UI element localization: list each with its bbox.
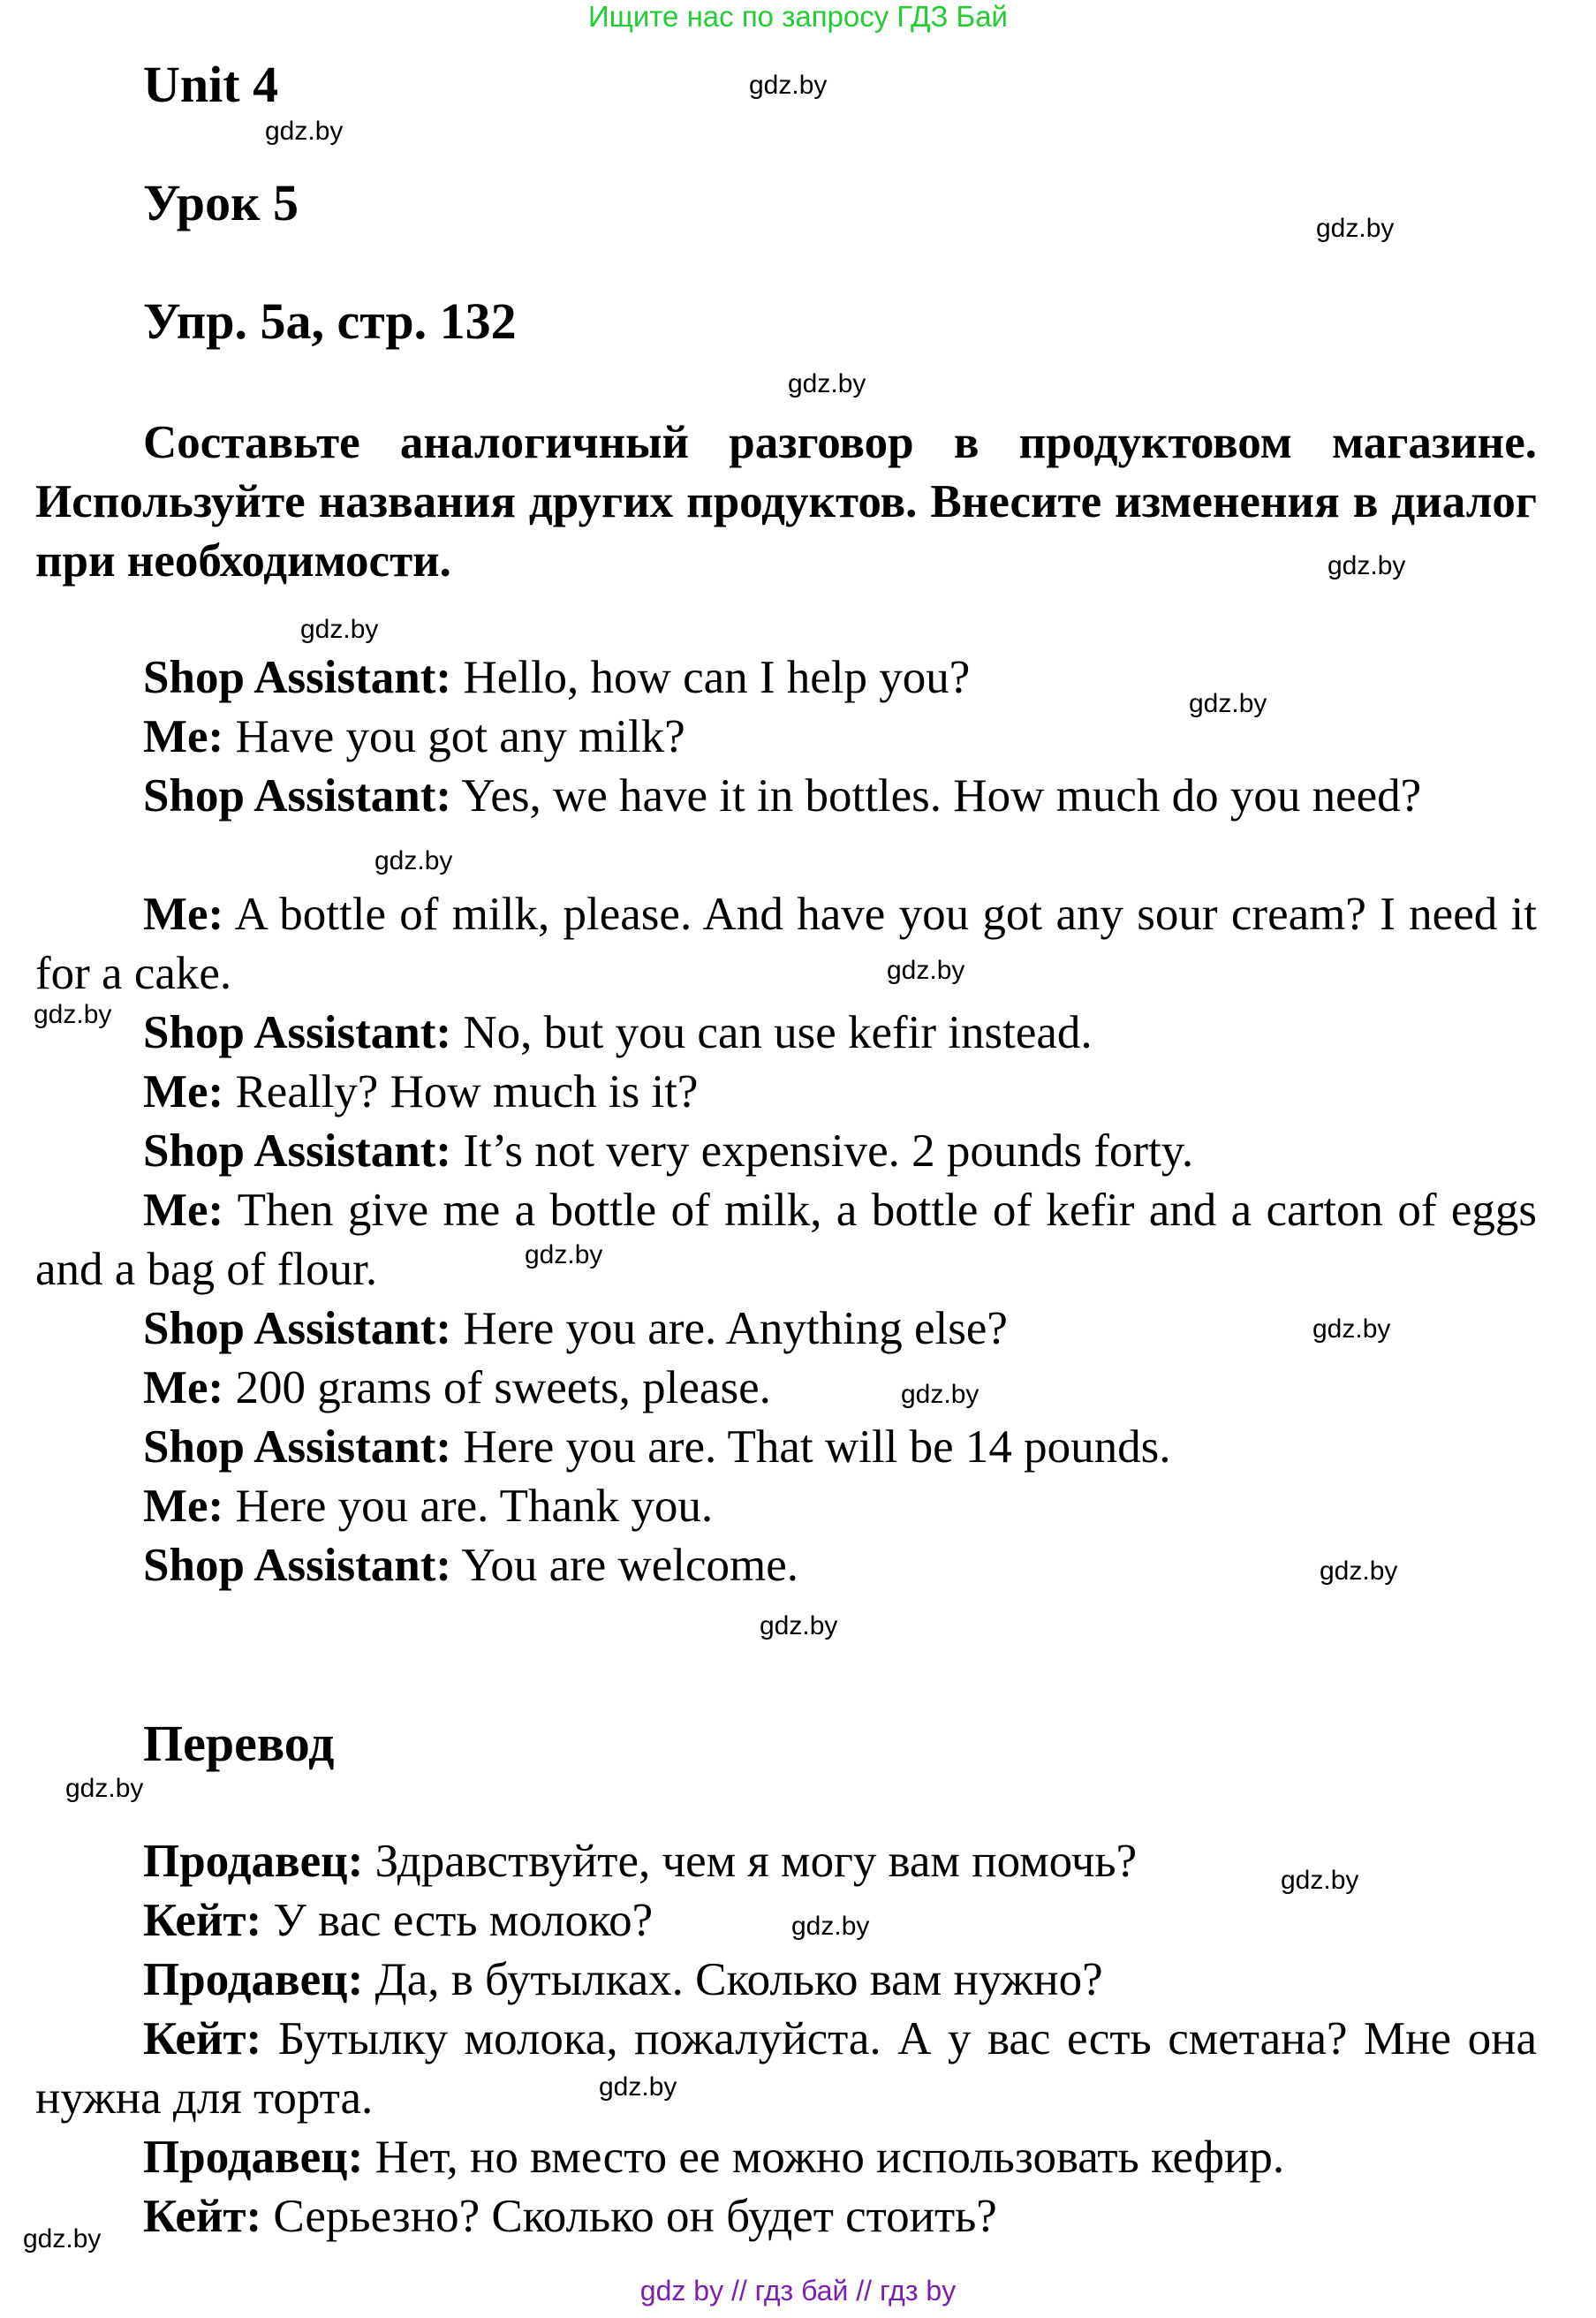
dialogue-line	[35, 885, 1537, 1004]
unit-title: Unit 4	[143, 56, 279, 113]
watermark: gdz.by	[1189, 689, 1267, 718]
line-text: No, but you can use kefir instead.	[451, 1007, 1093, 1058]
line-text: У вас есть молоко?	[261, 1895, 654, 1946]
dialogue-line	[35, 1359, 1537, 1418]
dialogue-line	[35, 767, 1537, 826]
line-text: You are welcome.	[451, 1540, 799, 1591]
speaker-label: Кейт:	[143, 2191, 262, 2242]
watermark: gdz.by	[23, 2224, 102, 2254]
dialogue-line	[35, 648, 1537, 708]
speaker-label: Продавец:	[143, 2132, 364, 2183]
exercise-title: Упр. 5а, стр. 132	[143, 292, 517, 350]
watermark: gdz.by	[374, 846, 453, 875]
line-text: 200 grams of sweets, please.	[223, 1362, 771, 1413]
translation-line	[35, 1951, 1537, 2010]
line-text: Here you are. That will be 14 pounds.	[451, 1421, 1171, 1473]
line-text: Да, в бутылках. Сколько вам нужно?	[363, 1954, 1103, 2005]
translation-line	[35, 2187, 1537, 2246]
watermark: gdz.by	[525, 1240, 603, 1269]
watermark: gdz.by	[265, 117, 344, 146]
line-text: Серьезно? Сколько он будет стоить?	[261, 2191, 997, 2242]
watermark: gdz.by	[1327, 551, 1406, 580]
watermark: gdz.by	[749, 71, 828, 100]
dialogue-line	[35, 1122, 1537, 1181]
footer-links: gdz by // гдз бай // гдз by	[639, 2275, 957, 2307]
dialogue-line	[35, 1004, 1537, 1063]
line-text: Yes, we have it in bottles. How much do you need?	[451, 770, 1422, 822]
watermark: gdz.by	[300, 615, 379, 644]
speaker-label: Me:	[143, 889, 224, 940]
watermark: gdz.by	[599, 2072, 677, 2102]
watermark: gdz.by	[901, 1380, 980, 1409]
watermark: gdz.by	[34, 1000, 112, 1029]
exercise-instruction: Составьте аналогичный разговор в продуктовом магазине. Используйте названия других продуктов. Внесите изменения в диалог при необходимости.	[35, 417, 1537, 587]
dialogue-line	[35, 1477, 1537, 1536]
watermark: gdz.by	[791, 1912, 870, 1941]
watermark: gdz.by	[760, 1611, 838, 1640]
translation-heading: Перевод	[143, 1715, 335, 1772]
speaker-label: Me:	[143, 711, 224, 762]
watermark: gdz.by	[65, 1774, 144, 1803]
line-text: Have you got any milk?	[223, 711, 685, 762]
dialogue-line	[35, 1418, 1537, 1477]
speaker-label: Продавец:	[143, 1954, 364, 2005]
dialogue-line	[35, 1536, 1537, 1595]
dialogue-line	[35, 708, 1537, 767]
line-text: Бутылку молока, пожалуйста. А у вас есть сметана? Мне она нужна для торта.	[35, 2013, 1537, 2124]
line-text: A bottle of milk, please. And have you got any sour cream? I need it for a cake.	[35, 889, 1537, 999]
watermark: gdz.by	[1312, 1314, 1391, 1344]
line-text: Here you are. Thank you.	[223, 1481, 714, 1532]
watermark: gdz.by	[1320, 1557, 1398, 1586]
speaker-label: Me:	[143, 1362, 224, 1413]
dialogue-line	[35, 1299, 1537, 1359]
line-text: Then give me a bottle of milk, a bottle of kefir and a carton of eggs and a bag of flour.	[35, 1185, 1537, 1295]
speaker-label: Shop Assistant:	[143, 1540, 452, 1591]
watermark: gdz.by	[1281, 1866, 1359, 1895]
top-banner: Ищите нас по запросу ГДЗ Бай	[588, 0, 1008, 33]
speaker-label: Кейт:	[143, 1895, 262, 1946]
speaker-label: Продавец:	[143, 1836, 364, 1887]
speaker-label: Кейт:	[143, 2013, 262, 2064]
line-text: Hello, how can I help you?	[451, 652, 971, 703]
translation-line	[35, 2010, 1537, 2128]
translation-line	[35, 1891, 1537, 1951]
speaker-label: Shop Assistant:	[143, 1303, 452, 1354]
line-text: Нет, но вместо ее можно использовать кефир.	[363, 2132, 1285, 2183]
speaker-label: Me:	[143, 1481, 224, 1532]
watermark: gdz.by	[887, 956, 965, 985]
line-text: Really? How much is it?	[223, 1066, 699, 1117]
speaker-label: Me:	[143, 1185, 224, 1236]
line-text: It’s not very expensive. 2 pounds forty.	[451, 1125, 1194, 1177]
speaker-label: Shop Assistant:	[143, 1007, 452, 1058]
dialogue-line	[35, 1181, 1537, 1299]
dialogue-line	[35, 1063, 1537, 1122]
line-text: Здравствуйте, чем я могу вам помочь?	[363, 1836, 1138, 1887]
translation-line	[35, 2128, 1537, 2187]
watermark: gdz.by	[788, 369, 866, 398]
speaker-label: Shop Assistant:	[143, 1125, 452, 1177]
lesson-title: Урок 5	[143, 174, 299, 231]
speaker-label: Shop Assistant:	[143, 1421, 452, 1473]
speaker-label: Shop Assistant:	[143, 652, 452, 703]
line-text: Here you are. Anything else?	[451, 1303, 1008, 1354]
speaker-label: Me:	[143, 1066, 224, 1117]
speaker-label: Shop Assistant:	[143, 770, 452, 822]
watermark: gdz.by	[1316, 214, 1395, 243]
